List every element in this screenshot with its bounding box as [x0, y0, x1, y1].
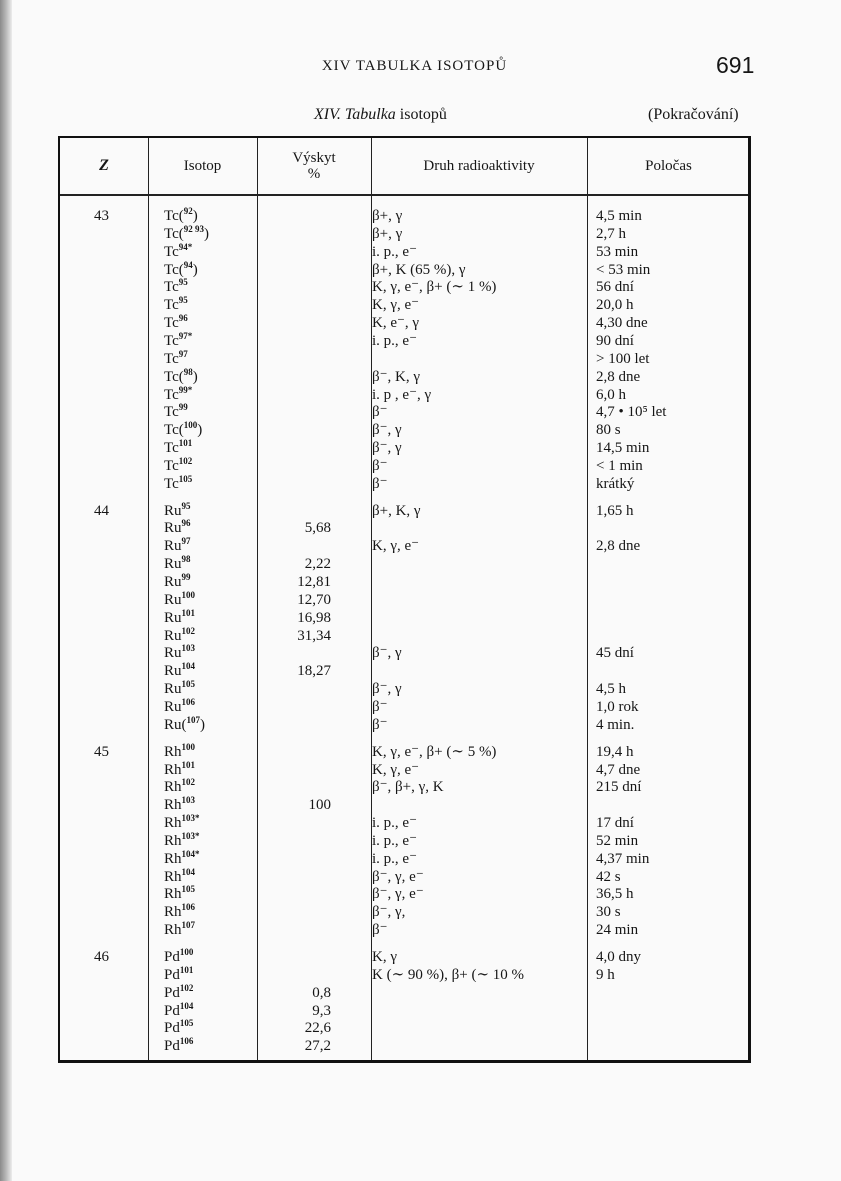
cell-halflife: 9 h	[596, 966, 615, 983]
cell-decay-type: β⁻	[372, 404, 388, 421]
table-row	[60, 440, 753, 458]
table-row	[60, 208, 753, 226]
cell-decay-type: i. p., e⁻	[372, 850, 417, 867]
cell-halflife: 4,0 dny	[596, 949, 641, 965]
table-row	[60, 779, 753, 797]
cell-isotope: Rh$^{101}$	[164, 759, 196, 778]
cell-isotope: Ru$^{105}$	[164, 679, 196, 698]
cell-decay-type: β⁻	[372, 716, 388, 733]
mass-number: 96	[178, 313, 188, 324]
table-row	[60, 696, 753, 717]
mass-number: 104	[181, 866, 196, 877]
cell-occurrence: 5,68	[304, 520, 331, 537]
cell-isotope: Ru$^{104}$	[164, 661, 196, 680]
cell-halflife: < 53 min	[596, 261, 651, 278]
table-row	[60, 904, 753, 922]
book-binding-shadow	[0, 0, 12, 1181]
mass-number: 100	[181, 589, 196, 600]
mass-number: 101	[179, 964, 194, 975]
cell-z: 45	[94, 743, 109, 760]
table-row	[60, 663, 753, 681]
mass-number: 99	[178, 402, 188, 413]
cell-decay-type: β⁻, γ, e⁻	[372, 886, 424, 903]
cell-isotope: Ru$^{97}$	[164, 536, 191, 555]
header-halflife: Poločas	[645, 158, 692, 174]
mass-number: 105	[181, 679, 196, 690]
cell-decay-type: K, γ, e⁻	[372, 297, 420, 314]
table-row	[60, 949, 753, 967]
cell-occurrence: 16,98	[297, 609, 331, 626]
cell-isotope: Rh$^{102}$	[164, 777, 196, 796]
table-row	[60, 330, 753, 351]
cell-decay-type: β⁻	[372, 922, 388, 939]
cell-halflife: 30 s	[596, 904, 621, 921]
caption-roman: XIV.	[314, 106, 341, 123]
cell-isotope: $Tc^{97*}$	[164, 330, 193, 349]
cell-halflife: 20,0 h	[596, 297, 634, 314]
cell-isotope: Tc$^{97}$	[164, 348, 188, 367]
cell-isotope: Tc$^{95}$	[164, 277, 188, 296]
cell-decay-type: i. p., e⁻	[372, 243, 417, 260]
cell-decay-type: β⁻	[372, 475, 388, 492]
mass-number: 105	[181, 884, 196, 895]
cell-decay-type: β+, γ	[372, 208, 403, 224]
table-row	[60, 404, 753, 422]
table-row	[60, 714, 753, 735]
table-row	[60, 259, 753, 280]
cell-isotope: Rh$^{105}$	[164, 884, 196, 903]
mass-number: 103*	[181, 830, 200, 841]
mass-number: 94	[183, 259, 193, 270]
cell-decay-type: β⁻, γ	[372, 440, 402, 457]
mass-number: 107	[181, 920, 196, 931]
cell-z: 46	[94, 949, 109, 965]
cell-isotope: Pd$^{104}$	[164, 1000, 194, 1019]
cell-isotope: Tc($^{92 93}$)	[164, 223, 210, 242]
cell-z: 43	[94, 208, 109, 224]
cell-halflife: krátký	[596, 475, 635, 492]
table-row	[60, 964, 753, 985]
cell-halflife: 215 dní	[596, 779, 642, 796]
cell-decay-type: i. p , e⁻, γ	[372, 386, 432, 403]
cell-decay-type: i. p., e⁻	[372, 815, 417, 832]
mass-number: 92	[183, 206, 193, 216]
cell-isotope: Tc($^{100}$)	[164, 420, 203, 439]
cell-isotope: Tc$^{101}$	[164, 438, 193, 457]
mass-number: 100	[183, 420, 198, 431]
cell-halflife: 6,0 h	[596, 386, 626, 403]
cell-isotope: Tc$^{96}$	[164, 313, 188, 332]
cell-isotope: Rh$^{107}$	[164, 920, 196, 939]
header-decay: Druh radioaktivity	[423, 158, 535, 174]
cell-isotope: Pd$^{101}$	[164, 964, 194, 983]
mass-number: 107	[186, 714, 200, 725]
header-rule	[60, 194, 748, 196]
mass-number: 106	[179, 1036, 194, 1047]
cell-isotope: Pd$^{102}$	[164, 982, 194, 1001]
mass-number: 102	[181, 625, 196, 636]
cell-decay-type: β⁻, γ	[372, 681, 402, 698]
isotope-table	[58, 136, 751, 1063]
cell-isotope: $Rh^{104*}$	[164, 848, 200, 867]
cell-halflife: 17 dní	[596, 815, 634, 832]
cell-decay-type: β⁻, γ	[372, 645, 402, 662]
mass-number: 97	[178, 348, 188, 359]
table-row	[60, 815, 753, 833]
cell-halflife: 4,30 dne	[596, 315, 648, 332]
cell-isotope: Pd$^{100}$	[164, 947, 194, 965]
cell-halflife: 90 dní	[596, 332, 634, 349]
table-row	[60, 741, 753, 762]
mass-number: 97*	[178, 330, 193, 341]
table-row	[60, 625, 753, 646]
cell-halflife: 4,7 • 10⁵ let	[596, 404, 667, 421]
mass-number: 97	[181, 536, 191, 547]
cell-halflife: 4,5 h	[596, 681, 626, 698]
table-row	[60, 422, 753, 440]
cell-occurrence: 27,2	[304, 1038, 331, 1055]
cell-isotope: $Rh^{103*}$	[164, 830, 200, 849]
table-row	[60, 279, 753, 297]
cell-halflife: 2,8 dne	[596, 538, 641, 555]
cell-isotope: Ru$^{95}$	[164, 500, 191, 519]
caption-rest: isotopů	[399, 106, 447, 123]
table-row	[60, 1020, 753, 1038]
cell-halflife: 4,7 dne	[596, 761, 641, 778]
cell-halflife: 36,5 h	[596, 886, 634, 903]
cell-decay-type: β⁻, γ,	[372, 904, 406, 921]
cell-halflife: 45 dní	[596, 645, 634, 662]
cell-isotope: Tc($^{98}$)	[164, 366, 198, 385]
cell-decay-type: K, γ, e⁻, β+ (∼ 1 %)	[372, 279, 497, 296]
mass-number: 101	[178, 438, 193, 449]
cell-isotope: Tc$^{105}$	[164, 473, 193, 492]
cell-isotope: $Tc^{99*}$	[164, 384, 193, 403]
mass-number: 103	[181, 643, 196, 654]
table-row	[60, 473, 753, 494]
mass-number: 100	[181, 741, 196, 752]
cell-decay-type: i. p., e⁻	[372, 832, 417, 849]
table-row	[60, 607, 753, 628]
cell-halflife: 80 s	[596, 422, 621, 439]
mass-number: 102	[181, 777, 196, 788]
cell-decay-type: β⁻, γ, e⁻	[372, 868, 424, 885]
mass-number: 99*	[178, 384, 193, 395]
mass-number: 101	[181, 759, 196, 770]
cell-occurrence: 22,6	[304, 1020, 331, 1037]
cell-halflife: 56 dní	[596, 279, 634, 296]
running-head: XIV TABULKA ISOTOPŮ	[321, 58, 508, 74]
table-row	[60, 223, 753, 244]
table-row	[60, 982, 753, 1003]
table-row	[60, 455, 753, 476]
table-row	[60, 556, 753, 574]
continuation-note: (Pokračování)	[648, 106, 739, 123]
cell-isotope: Pd$^{106}$	[164, 1036, 194, 1055]
mass-number: 106	[181, 696, 196, 707]
table-row	[60, 315, 753, 333]
cell-isotope: Ru$^{102}$	[164, 625, 196, 644]
header-occurrence: Výskyt %	[292, 150, 336, 182]
table-row	[60, 574, 753, 592]
mass-number: 101	[181, 607, 196, 618]
table-row	[60, 797, 753, 815]
cell-z: 44	[94, 502, 109, 519]
cell-isotope: $Tc^{94*}$	[164, 241, 193, 260]
cell-isotope: Ru$^{100}$	[164, 589, 196, 608]
table-row	[60, 1000, 753, 1021]
mass-number: 95	[181, 500, 191, 511]
cell-decay-type: K, γ, e⁻	[372, 761, 420, 778]
cell-occurrence: 0,8	[312, 984, 331, 1001]
table-caption	[314, 106, 447, 124]
mass-number: 96	[181, 518, 191, 529]
table-row	[60, 500, 753, 521]
header-isotope: Isotop	[183, 158, 222, 174]
mass-number: 100	[179, 947, 194, 957]
header-z: Z	[99, 157, 109, 174]
mass-number: 104	[181, 661, 196, 672]
mass-number: 92 93	[183, 223, 205, 234]
cell-isotope: Tc$^{99}$	[164, 402, 188, 421]
table-row	[60, 589, 753, 610]
table-row	[60, 520, 753, 538]
mass-number: 103*	[181, 813, 200, 824]
mass-number: 102	[178, 455, 193, 466]
cell-decay-type: K, γ	[372, 949, 397, 965]
table-row	[60, 384, 753, 405]
cell-decay-type: β⁻, K, γ	[372, 368, 421, 385]
cell-isotope: $Rh^{103*}$	[164, 813, 200, 832]
cell-isotope: Rh$^{106}$	[164, 902, 196, 921]
mass-number: 105	[179, 1018, 194, 1029]
cell-halflife: 2,7 h	[596, 225, 626, 242]
table-row	[60, 297, 753, 315]
cell-occurrence: 18,27	[297, 663, 331, 680]
cell-decay-type: i. p., e⁻	[372, 332, 417, 349]
cell-decay-type: K, γ, e⁻	[372, 538, 420, 555]
cell-occurrence: 100	[308, 797, 331, 814]
mass-number: 95	[178, 295, 188, 306]
cell-halflife: 4,37 min	[596, 850, 650, 867]
cell-halflife: < 1 min	[596, 457, 643, 474]
mass-number: 103	[181, 795, 196, 806]
cell-decay-type: K, γ, e⁻, β+ (∼ 5 %)	[372, 743, 497, 760]
table-row	[60, 645, 753, 663]
caption-italic: Tabulka	[344, 106, 396, 123]
cell-isotope: Ru$^{98}$	[164, 554, 191, 573]
mass-number: 104	[179, 1000, 194, 1011]
mass-number: 102	[179, 982, 194, 993]
mass-number: 105	[178, 473, 193, 484]
mass-number: 99	[181, 572, 191, 582]
cell-halflife: 19,4 h	[596, 743, 634, 760]
mass-number: 94*	[178, 241, 193, 252]
cell-halflife: 2,8 dne	[596, 368, 641, 385]
cell-halflife: 52 min	[596, 832, 639, 849]
cell-decay-type: K, e⁻, γ	[372, 315, 420, 332]
cell-decay-type: β⁻, γ	[372, 422, 402, 439]
cell-isotope: Rh$^{103}$	[164, 795, 196, 814]
cell-isotope: Tc$^{102}$	[164, 455, 193, 474]
cell-decay-type: β+, K, γ	[372, 502, 421, 519]
mass-number: 98	[181, 554, 191, 565]
cell-halflife: 24 min	[596, 922, 639, 939]
table-row	[60, 1038, 753, 1056]
cell-decay-type: β+, K (65 %), γ	[372, 261, 466, 278]
cell-isotope: Tc$^{95}$	[164, 295, 188, 314]
table-row	[60, 348, 753, 369]
cell-occurrence: 2,22	[304, 556, 331, 573]
cell-decay-type: K (∼ 90 %), β+ (∼ 10 %	[372, 966, 525, 983]
cell-occurrence: 12,70	[297, 591, 331, 608]
cell-decay-type: β⁻	[372, 457, 388, 474]
table-row	[60, 866, 753, 887]
table-row	[60, 759, 753, 780]
table-row	[60, 241, 753, 262]
cell-isotope: Ru$^{106}$	[164, 696, 196, 715]
cell-halflife: 14,5 min	[596, 440, 650, 457]
table-row	[60, 538, 753, 556]
cell-halflife: > 100 let	[596, 350, 650, 367]
cell-isotope: Tc($^{92}$)	[164, 206, 198, 224]
cell-occurrence: 31,34	[297, 627, 331, 644]
cell-halflife: 1,65 h	[596, 502, 634, 519]
cell-isotope: Ru($^{107}$)	[164, 714, 205, 733]
table-row	[60, 366, 753, 387]
cell-occurrence: 12,81	[297, 574, 331, 590]
cell-occurrence: 9,3	[312, 1002, 331, 1019]
cell-halflife: 4,5 min	[596, 208, 642, 224]
cell-decay-type: β⁻	[372, 698, 388, 715]
table-row	[60, 922, 753, 940]
table-row	[60, 886, 753, 904]
cell-isotope: Rh$^{104}$	[164, 866, 196, 885]
table-row	[60, 830, 753, 851]
cell-isotope: Ru$^{103}$	[164, 643, 196, 662]
table-row	[60, 848, 753, 869]
mass-number: 95	[178, 277, 188, 288]
cell-halflife: 53 min	[596, 243, 639, 260]
cell-halflife: 42 s	[596, 868, 621, 885]
page-number: 691	[716, 52, 755, 78]
cell-isotope: Pd$^{105}$	[164, 1018, 194, 1037]
mass-number: 106	[181, 902, 196, 913]
cell-isotope: Ru$^{101}$	[164, 607, 196, 626]
cell-isotope: Tc($^{94}$)	[164, 259, 198, 278]
mass-number: 98	[183, 366, 193, 377]
table-row	[60, 681, 753, 699]
cell-isotope: Ru$^{96}$	[164, 518, 191, 537]
cell-isotope: Rh$^{100}$	[164, 741, 196, 760]
cell-isotope: Ru$^{99}$	[164, 572, 191, 590]
cell-decay-type: β⁻, β+, γ, K	[372, 779, 444, 796]
cell-halflife: 4 min.	[596, 716, 635, 733]
cell-decay-type: β+, γ	[372, 225, 403, 242]
cell-halflife: 1,0 rok	[596, 698, 639, 715]
mass-number: 104*	[181, 848, 200, 859]
